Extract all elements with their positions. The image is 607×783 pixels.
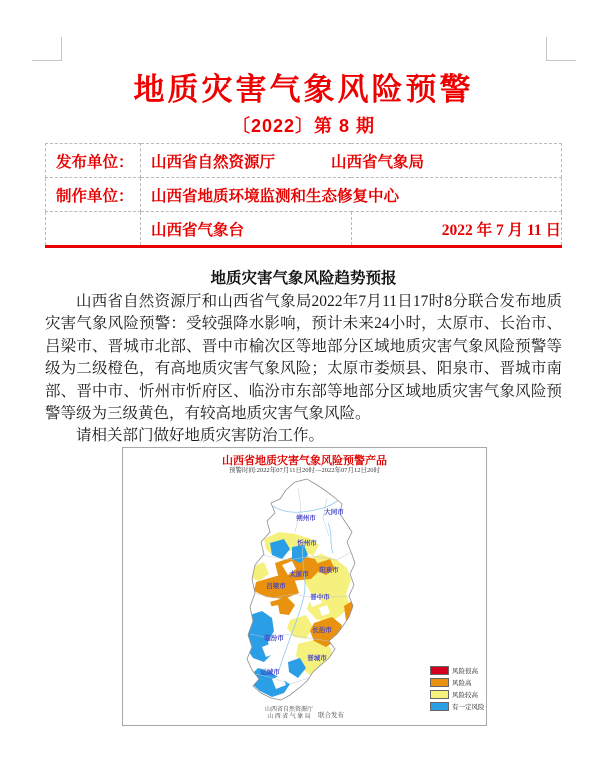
table-row (46, 144, 562, 178)
table-row (46, 212, 562, 247)
legend-label: 有一定风险 (452, 704, 485, 711)
map-warning-time: 预警时间:2022年07月11日20时—2022年07月12日20时 (228, 467, 381, 474)
city-label-shuozhou: 朔州市 (296, 515, 316, 522)
issuer-names (265, 707, 313, 721)
legend-item-moderate (430, 690, 485, 699)
publisher-value (141, 144, 562, 178)
header-info-table (45, 143, 562, 248)
legend-item-high (430, 678, 485, 687)
forecast-body (45, 291, 562, 448)
forecast-paragraph-2: 请相关部门做好地质灾害防治工作。 (76, 427, 325, 445)
legend-label: 风险很高 (452, 668, 478, 675)
legend-swatch-very-high (430, 666, 449, 675)
forecast-paragraph-1: 山西省自然资源厅和山西省气象局2022年7月11日17时8分联合发布地质灾害气象风险预警：受较强降水影响，预计未来24小时，太原市、长治市、吕梁市、晋城市北部、晋中市榆次区等地部分区域地质灾害气象风险预警等级为二级橙色，有高地质灾害气象风险；太原市娄烦县、阳泉市、晋城市南部、晋中市、忻州市忻府区、临汾市东部等地部分区域地质灾害气象风险预警等级为三级黄色，有较高地质灾害气象风险。 (45, 293, 562, 423)
legend-label: 风险较高 (452, 692, 478, 699)
city-label-changzhi: 长治市 (312, 627, 332, 634)
page-margin-mark-top-left (32, 37, 62, 61)
city-label-yangquan: 阳泉市 (319, 567, 339, 574)
joint-release-label: 联合发布 (318, 711, 344, 719)
legend-label: 风险高 (452, 680, 472, 687)
observatory-value: 山西省气象台 (141, 212, 352, 247)
risk-warning-map (122, 447, 487, 726)
publisher-value-b: 山西省气象局 (331, 153, 425, 171)
issue-number: 〔2022〕第 8 期 (231, 116, 376, 136)
city-label-yuncheng: 运城市 (260, 669, 280, 676)
map-title: 山西省地质灾害气象风险预警产品 (222, 455, 387, 467)
producer-label: 制作单位： (46, 178, 141, 212)
city-label-datong: 大同市 (324, 509, 344, 516)
page-margin-mark-top-right (546, 37, 576, 61)
legend-swatch-high (430, 678, 449, 687)
city-label-xinzhou: 忻州市 (297, 540, 317, 547)
city-label-linfen: 临汾市 (264, 635, 284, 642)
publisher-label: 发布单位： (46, 144, 141, 178)
legend-swatch-moderate (430, 690, 449, 699)
legend-item-very-high (430, 666, 485, 675)
issuer-line-2: 山 西 省 气 象 局 (267, 714, 311, 720)
city-label-taiyuan: 太原市 (289, 571, 309, 578)
publisher-value-a: 山西省自然资源厅 (151, 153, 276, 171)
table-row (46, 178, 562, 212)
city-label-jinzhong: 晋中市 (310, 594, 330, 601)
issue-date: 2022 年 7 月 11 日 (351, 212, 562, 247)
producer-value: 山西省地质环境监测和生态修复中心 (141, 178, 562, 212)
empty-cell (46, 212, 141, 247)
map-footer (123, 707, 486, 721)
forecast-heading: 地质灾害气象风险趋势预报 (210, 270, 397, 287)
city-label-jincheng: 晋城市 (307, 655, 327, 662)
issuer-line-1: 山西省自然资源厅 (264, 707, 313, 713)
document-title: 地质灾害气象风险预警 (133, 72, 474, 107)
city-label-lvliang: 吕梁市 (266, 583, 286, 590)
